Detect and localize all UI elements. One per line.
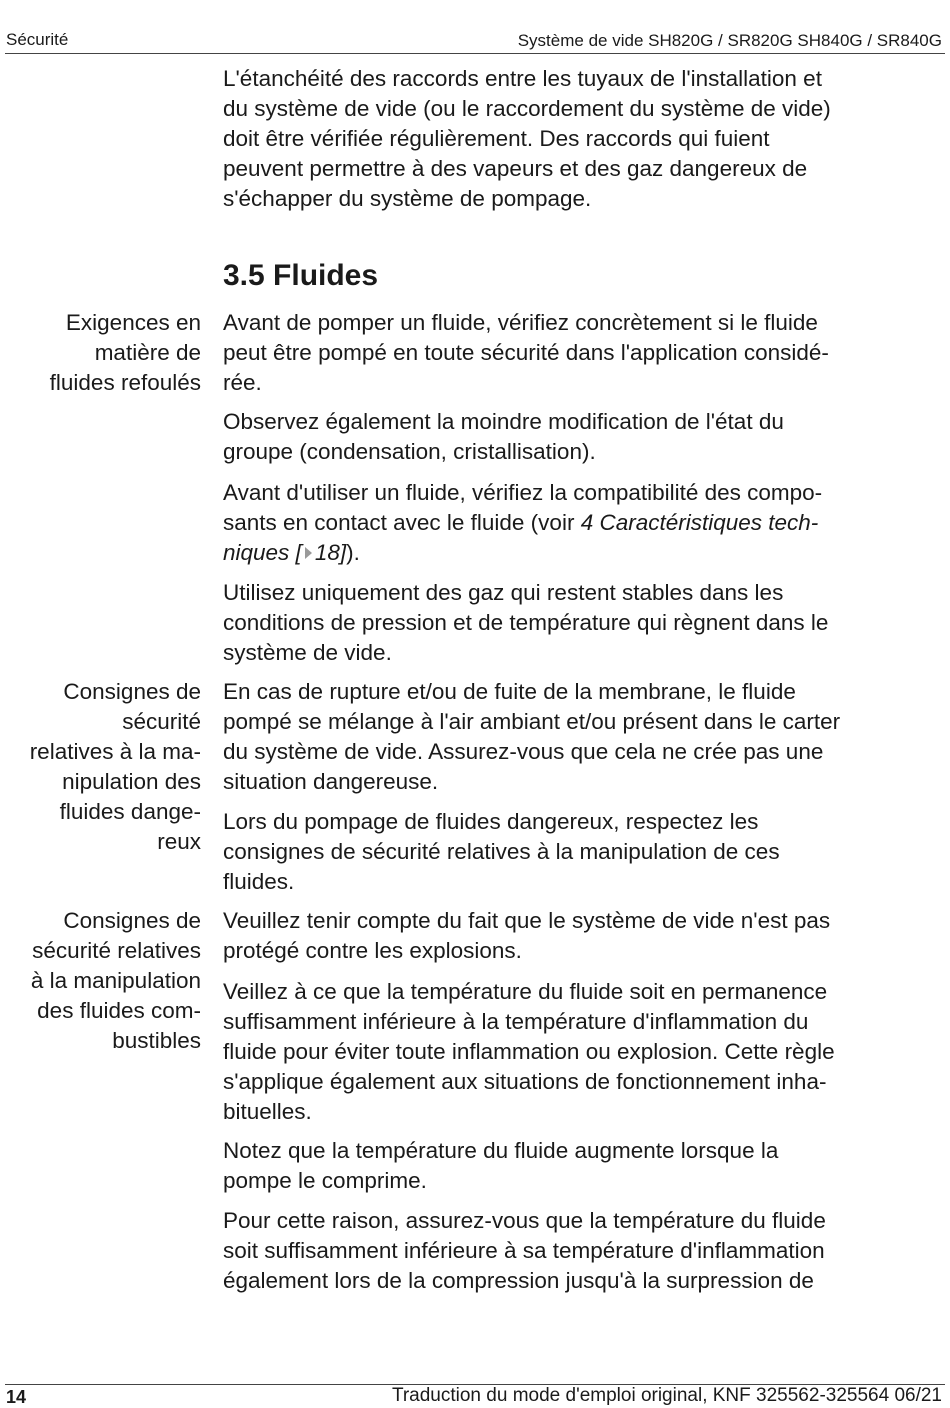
text-line: reux: [157, 828, 201, 854]
body-paragraph: [223, 677, 935, 797]
text-line: à la manipulation: [30, 967, 201, 993]
text-line: bustibles: [112, 1027, 201, 1053]
text-line: pompe le comprime.: [223, 1167, 427, 1193]
text-line: peut être pompé en toute sécurité dans l'application considé-: [223, 339, 829, 365]
text-line: Pour cette raison, assurez-vous que la température du fluide: [223, 1208, 826, 1233]
footer-document-title: Traduction du mode d'emploi original, KNF 325562-325564 06/21: [391, 1385, 942, 1406]
side-note-combustible-fluids: [0, 906, 201, 1056]
body-paragraph: [223, 807, 935, 897]
text-line: s'échapper du système de pompage.: [223, 185, 592, 211]
text-line: pompé se mélange à l'air ambiant et/ou présent dans le carter: [223, 708, 841, 734]
text-line: Notez que la température du fluide augmente lorsque la: [223, 1138, 779, 1163]
text-line: fluides.: [223, 868, 295, 894]
text-line: peuvent permettre à des vapeurs et des gaz dangereux de: [223, 155, 808, 181]
body-paragraph: [223, 906, 935, 966]
text-line: du système de vide (ou le raccordement du système de vide): [223, 95, 831, 121]
text-line: consignes de sécurité relatives à la manipulation de ces: [223, 838, 780, 864]
cross-reference-page: 18]: [314, 539, 347, 565]
header-document-title: Système de vide SH820G / SR820G SH840G / SR840G: [517, 31, 942, 50]
side-note-hazardous-fluids: [0, 677, 201, 856]
body-paragraph: [223, 977, 935, 1127]
text-line: du système de vide. Assurez-vous que cela ne crée pas une: [223, 738, 824, 764]
text-line: fluides dange-: [59, 798, 201, 824]
body-paragraph: [223, 1206, 935, 1296]
cross-reference-text: 4 Caractéristiques tech-: [580, 509, 819, 535]
body-paragraph: [223, 1136, 935, 1196]
side-note-requirements: [0, 308, 201, 398]
text-line: protégé contre les explosions.: [223, 937, 522, 963]
text-line: sants en contact avec le fluide (voir: [223, 509, 581, 535]
text-line: Utilisez uniquement des gaz qui restent stables dans les: [223, 580, 784, 605]
text-line: également lors de la compression jusqu'à la surpression de: [223, 1267, 814, 1293]
text-line: situation dangereuse.: [223, 768, 439, 794]
text-line: fluide pour éviter toute inflammation ou explosion. Cette règle: [223, 1038, 835, 1064]
text-line: Exigences en: [65, 310, 201, 335]
text-line: s'applique également aux situations de fonctionnement inha-: [223, 1068, 827, 1094]
header-section-title: Sécurité: [6, 30, 69, 49]
cross-reference-text: niques [: [223, 539, 302, 565]
text-line: système de vide.: [223, 639, 392, 665]
text-line: En cas de rupture et/ou de fuite de la membrane, le fluide: [223, 679, 796, 704]
body-paragraph: [223, 578, 935, 668]
text-line: fluides refoulés: [49, 369, 201, 395]
text-line: suffisamment inférieure à la température d'inflammation du: [223, 1008, 809, 1034]
text-line: Observez également la moindre modification de l'état du: [223, 409, 784, 434]
text-line: rée.: [223, 369, 262, 395]
text-line: soit suffisamment inférieure à sa température d'inflammation: [223, 1237, 825, 1263]
text-line: L'étanchéité des raccords entre les tuyaux de l'installation et: [223, 66, 822, 91]
body-paragraph: [223, 407, 935, 467]
text-line: bituelles.: [223, 1098, 312, 1124]
text-line: Consignes de: [63, 908, 201, 933]
text-line: matière de: [94, 339, 201, 365]
text-line: Avant d'utiliser un fluide, vérifiez la compatibilité des compo-: [223, 480, 823, 505]
page-reference-arrow-icon: [305, 547, 312, 559]
cross-reference-after: ).: [346, 539, 360, 565]
text-line: groupe (condensation, cristallisation).: [223, 438, 596, 464]
text-line: doit être vérifiée régulièrement. Des raccords qui fuient: [223, 125, 770, 151]
text-line: Veillez à ce que la température du fluide soit en permanence: [223, 979, 828, 1004]
section-heading: 3.5 Fluides: [223, 259, 379, 292]
body-paragraph: [223, 308, 935, 398]
text-line: Veuillez tenir compte du fait que le système de vide n'est pas: [223, 908, 831, 933]
text-line: Avant de pomper un fluide, vérifiez concrètement si le fluide: [223, 310, 818, 335]
text-line: nipulation des: [62, 768, 201, 794]
text-line: sécurité: [122, 708, 201, 734]
text-line: relatives à la ma-: [29, 738, 201, 764]
body-paragraph: [223, 478, 935, 568]
text-line: Consignes de: [63, 679, 201, 704]
text-line: conditions de pression et de température qui règnent dans le: [223, 609, 829, 635]
intro-paragraph: [223, 64, 935, 214]
header-divider: [5, 53, 945, 54]
text-line: Lors du pompage de fluides dangereux, respectez les: [223, 809, 759, 834]
text-line: des fluides com-: [37, 997, 201, 1023]
page-number: 14: [6, 1387, 27, 1407]
text-line: sécurité relatives: [32, 937, 201, 963]
